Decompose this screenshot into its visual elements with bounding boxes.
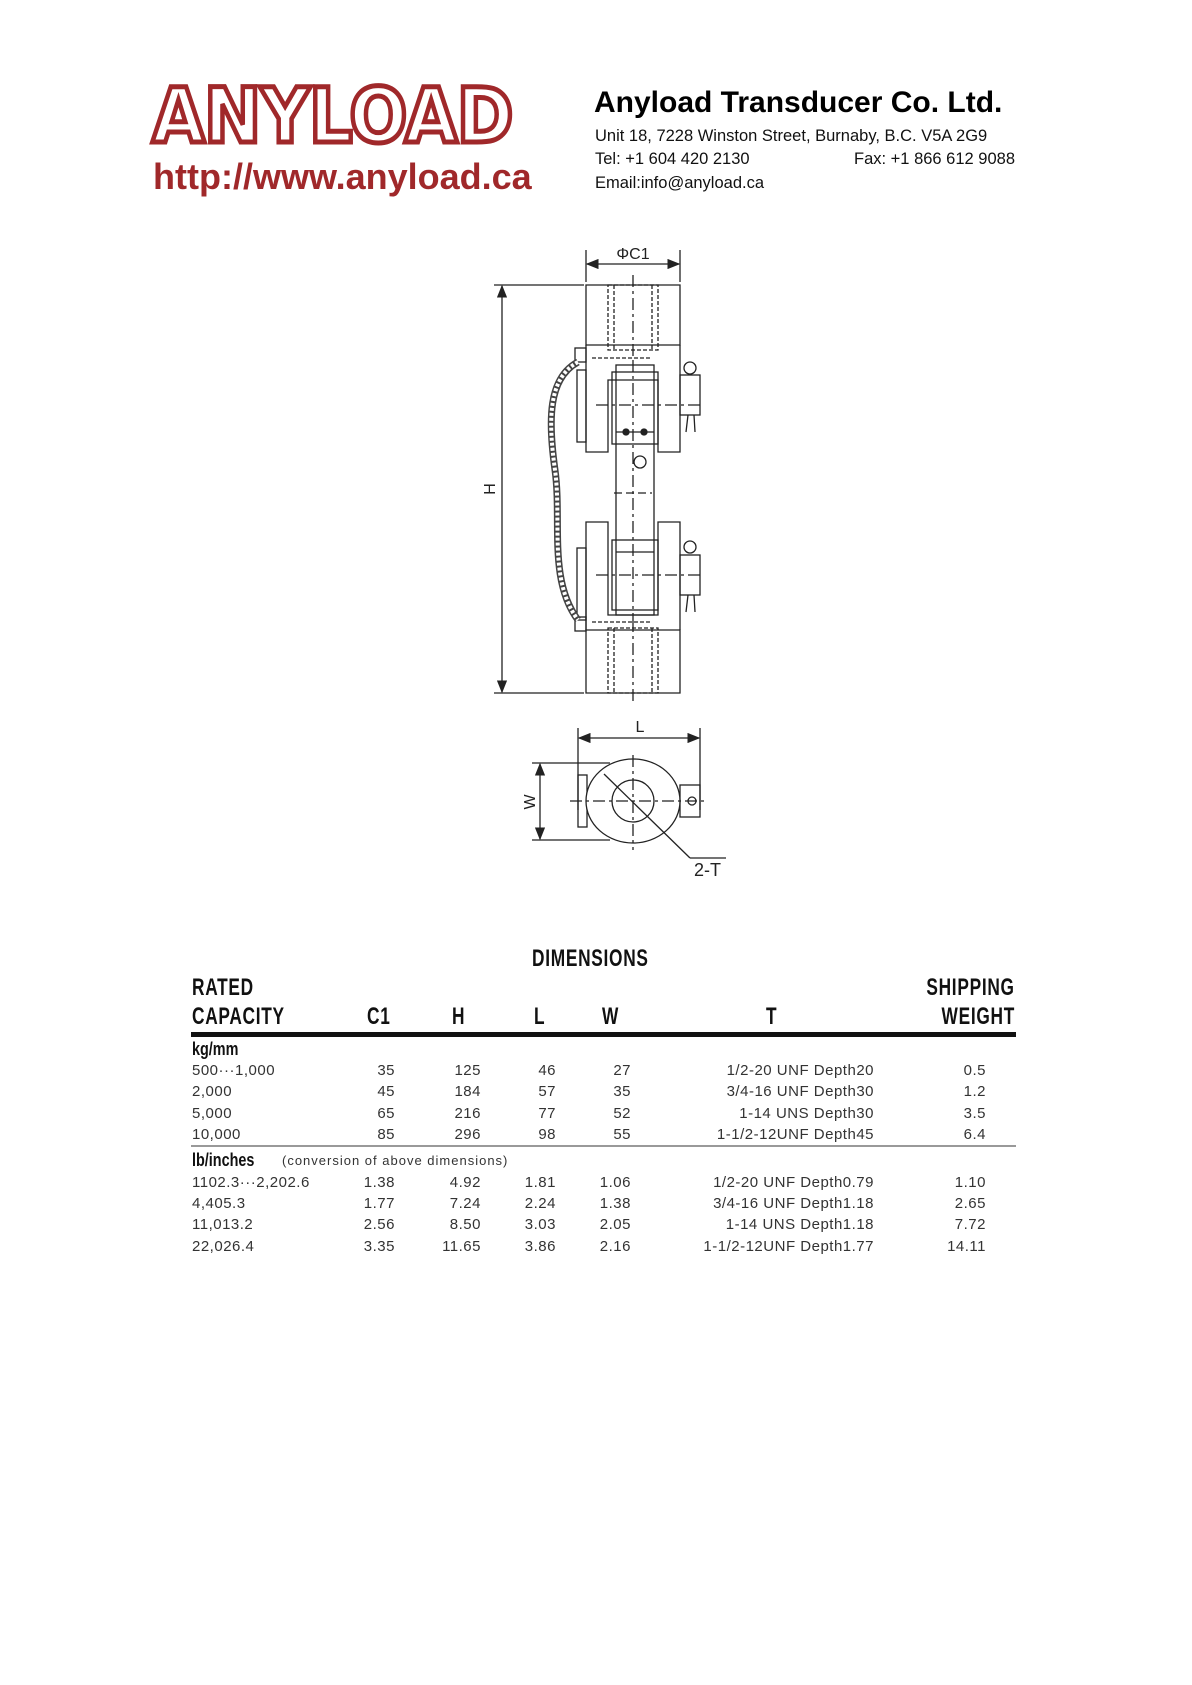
cable: [551, 362, 578, 620]
cell-c1: 65: [377, 1105, 395, 1122]
cell-capacity: 10,000: [192, 1126, 241, 1143]
cell-weight: 1.2: [963, 1083, 986, 1100]
unit-lb-inches: lb/inches: [192, 1150, 255, 1170]
cell-weight: 2.65: [954, 1195, 986, 1212]
company-tel: Tel: +1 604 420 2130: [595, 150, 750, 168]
l-label: L: [635, 719, 645, 736]
cell-l: 77: [538, 1105, 556, 1122]
cell-t: 1-1/2-12UNF Depth1.77: [703, 1238, 874, 1255]
cell-capacity: 22,026.4: [192, 1238, 255, 1255]
cell-t: 1-14 UNS Depth1.18: [725, 1216, 874, 1233]
cell-h: 7.24: [449, 1195, 481, 1212]
website-link[interactable]: http://www.anyload.ca: [153, 156, 532, 197]
cell-c1: 1.77: [363, 1195, 395, 1212]
c1-label: ΦC1: [616, 246, 650, 263]
cell-w: 35: [613, 1083, 631, 1100]
cell-c1: 35: [377, 1062, 395, 1079]
company-address: Unit 18, 7228 Winston Street, Burnaby, B.C. V5A 2G9: [595, 127, 988, 145]
cell-l: 98: [538, 1126, 556, 1143]
company-email[interactable]: Email:info@anyload.ca: [595, 174, 765, 192]
cell-weight: 6.4: [963, 1126, 986, 1143]
cell-h: 184: [454, 1083, 481, 1100]
h-dimension: [482, 285, 584, 693]
cell-capacity: 5,000: [192, 1105, 233, 1122]
cell-h: 216: [454, 1105, 481, 1122]
cell-l: 46: [538, 1062, 556, 1079]
cell-weight: 1.10: [954, 1174, 986, 1191]
company-fax: Fax: +1 866 612 9088: [854, 150, 1016, 168]
cell-c1: 3.35: [363, 1238, 395, 1255]
cell-h: 296: [454, 1126, 481, 1143]
cell-w: 55: [613, 1126, 631, 1143]
cell-w: 1.38: [599, 1195, 631, 1212]
cell-capacity: 500···1,000: [192, 1062, 276, 1079]
cell-weight: 3.5: [963, 1105, 986, 1122]
cell-w: 52: [613, 1105, 631, 1122]
cell-capacity: 11,013.2: [192, 1216, 254, 1233]
cell-h: 125: [454, 1062, 481, 1079]
header-l: L: [534, 1003, 546, 1030]
company-name: Anyload Transducer Co. Ltd.: [594, 86, 1003, 119]
cell-t: 1/2-20 UNF Depth0.79: [713, 1174, 874, 1191]
bottom-view: [522, 719, 726, 880]
header-divider: [191, 1032, 1016, 1037]
cell-l: 57: [538, 1083, 556, 1100]
header-weight: WEIGHT: [941, 1003, 1015, 1030]
unit-note: (conversion of above dimensions): [282, 1153, 509, 1168]
cell-w: 2.05: [599, 1216, 631, 1233]
header-capacity: CAPACITY: [192, 1003, 285, 1030]
t-label: 2-T: [694, 860, 721, 880]
center-link: [596, 360, 704, 620]
unit-kg-mm: kg/mm: [192, 1039, 239, 1059]
cell-t: 1/2-20 UNF Depth20: [726, 1062, 874, 1079]
cell-t: 3/4-16 UNF Depth30: [726, 1083, 874, 1100]
section-divider: [191, 1145, 1016, 1147]
w-label: W: [522, 794, 539, 810]
header-shipping: SHIPPING: [926, 974, 1015, 1001]
cell-h: 4.92: [449, 1174, 481, 1191]
header-w: W: [602, 1003, 620, 1030]
cell-l: 3.03: [524, 1216, 556, 1233]
h-label: H: [482, 483, 499, 495]
cell-w: 2.16: [599, 1238, 631, 1255]
table-title: DIMENSIONS: [532, 945, 649, 972]
cell-capacity: 4,405.3: [192, 1195, 246, 1212]
cell-c1: 2.56: [363, 1216, 395, 1233]
cell-capacity: 1102.3···2,202.6: [192, 1174, 310, 1191]
anyload-logo: ANYLOAD: [152, 71, 513, 160]
pins: [575, 348, 700, 631]
cell-weight: 7.72: [954, 1216, 986, 1233]
header-t: T: [766, 1003, 778, 1030]
cell-c1: 1.38: [363, 1174, 395, 1191]
cell-weight: 0.5: [963, 1062, 986, 1079]
cell-h: 11.65: [442, 1238, 481, 1255]
cell-w: 27: [613, 1062, 631, 1079]
cell-l: 2.24: [524, 1195, 556, 1212]
cell-weight: 14.11: [947, 1238, 986, 1255]
cell-t: 1-14 UNS Depth30: [739, 1105, 874, 1122]
cell-w: 1.06: [599, 1174, 631, 1191]
cell-c1: 85: [377, 1126, 395, 1143]
cell-l: 1.81: [524, 1174, 556, 1191]
cell-c1: 45: [377, 1083, 395, 1100]
cell-t: 3/4-16 UNF Depth1.18: [713, 1195, 874, 1212]
header-c1: C1: [367, 1003, 391, 1030]
cell-l: 3.86: [524, 1238, 556, 1255]
cell-t: 1-1/2-12UNF Depth45: [716, 1126, 874, 1143]
header-rated: RATED: [192, 974, 254, 1001]
header-h: H: [452, 1003, 466, 1030]
cell-h: 8.50: [449, 1216, 481, 1233]
cell-capacity: 2,000: [192, 1083, 233, 1100]
